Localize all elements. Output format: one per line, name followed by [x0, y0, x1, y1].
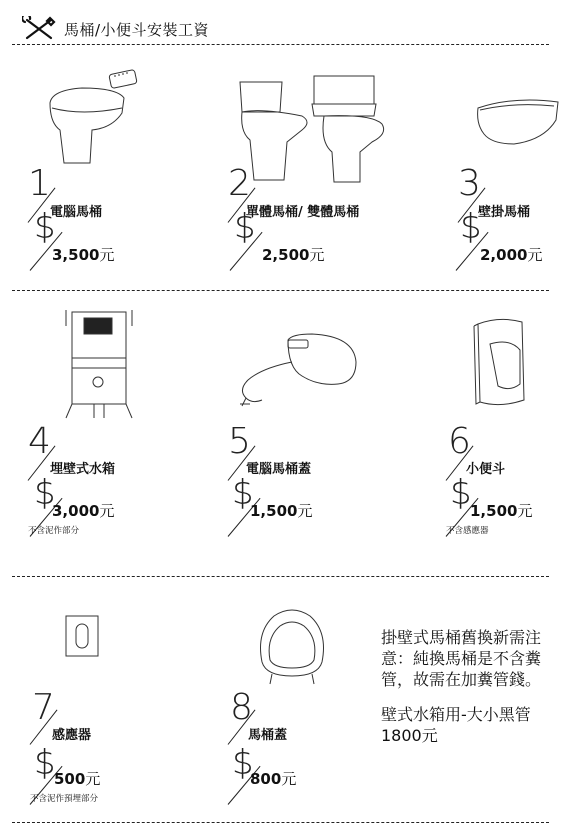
item-smart-toilet [22, 60, 202, 300]
wall-hung-toilet-image [474, 90, 564, 150]
item-note: 不含泥作部分 [28, 526, 80, 536]
item-number: 2 [228, 163, 251, 204]
memo-paragraph: 壁式水箱用-大小黑管1800元 [381, 705, 531, 745]
dollar-sign: $ [232, 743, 254, 783]
item-name: 電腦馬桶 [50, 205, 103, 220]
item-concealed-cistern [22, 304, 202, 544]
item-number: 5 [228, 421, 251, 462]
divider [12, 44, 549, 45]
dollar-sign: $ [34, 743, 56, 783]
dollar-sign: $ [460, 207, 482, 247]
item-name: 埋壁式水箱 [50, 462, 116, 477]
item-price: 500元 [54, 770, 101, 788]
item-number: 7 [32, 687, 55, 728]
item-name: 壁掛馬桶 [478, 205, 531, 220]
item-note: 不含感應器 [446, 526, 489, 536]
item-name: 單體馬桶/ 雙體馬桶 [246, 205, 360, 220]
page-header [22, 16, 209, 42]
item-smart-toilet-seat [222, 304, 402, 544]
item-price: 2,000元 [480, 246, 543, 264]
dollar-sign: $ [234, 207, 256, 247]
item-number: 4 [28, 421, 51, 462]
item-number: 6 [448, 421, 471, 462]
divider [12, 576, 549, 577]
item-toilet-seat [222, 590, 402, 830]
item-number: 8 [230, 687, 253, 728]
item-price: 3,500元 [52, 246, 115, 264]
dollar-sign: $ [34, 473, 56, 513]
divider [12, 290, 549, 291]
toilet-image [232, 72, 392, 187]
page-title: 馬桶/小便斗安裝工資 [64, 20, 210, 39]
tools-icon [22, 16, 56, 42]
item-price: 3,000元 [52, 502, 115, 520]
installation-memo [381, 627, 551, 760]
item-number: 1 [28, 163, 51, 204]
item-wall-hung-toilet [440, 60, 560, 300]
item-name: 感應器 [52, 728, 92, 743]
divider [12, 822, 549, 823]
item-price: 800元 [250, 770, 297, 788]
dollar-sign: $ [450, 473, 472, 513]
item-price: 1,500元 [250, 502, 313, 520]
item-note: 不含泥作預埋部分 [30, 794, 99, 804]
smart-toilet-image [42, 68, 162, 168]
item-urinal [440, 304, 560, 544]
sensor-image [62, 612, 102, 660]
item-name: 電腦馬桶蓋 [246, 462, 312, 477]
smart-seat-image [232, 332, 362, 416]
item-name: 小便斗 [466, 462, 506, 477]
item-price: 2,500元 [262, 246, 325, 264]
item-name: 馬桶蓋 [248, 728, 288, 743]
dollar-sign: $ [232, 473, 254, 513]
item-sensor [22, 590, 202, 830]
item-one-two-piece-toilet [222, 60, 402, 300]
concealed-cistern-image [64, 308, 134, 420]
item-price: 1,500元 [470, 502, 533, 520]
dollar-sign: $ [34, 207, 56, 247]
urinal-image [470, 314, 530, 410]
toilet-seat-image [252, 602, 332, 688]
memo-paragraph: 掛壁式馬桶舊換新需注意：純換馬桶是不含糞管，故需在加糞管錢。 [381, 628, 542, 689]
item-number: 3 [458, 163, 481, 204]
